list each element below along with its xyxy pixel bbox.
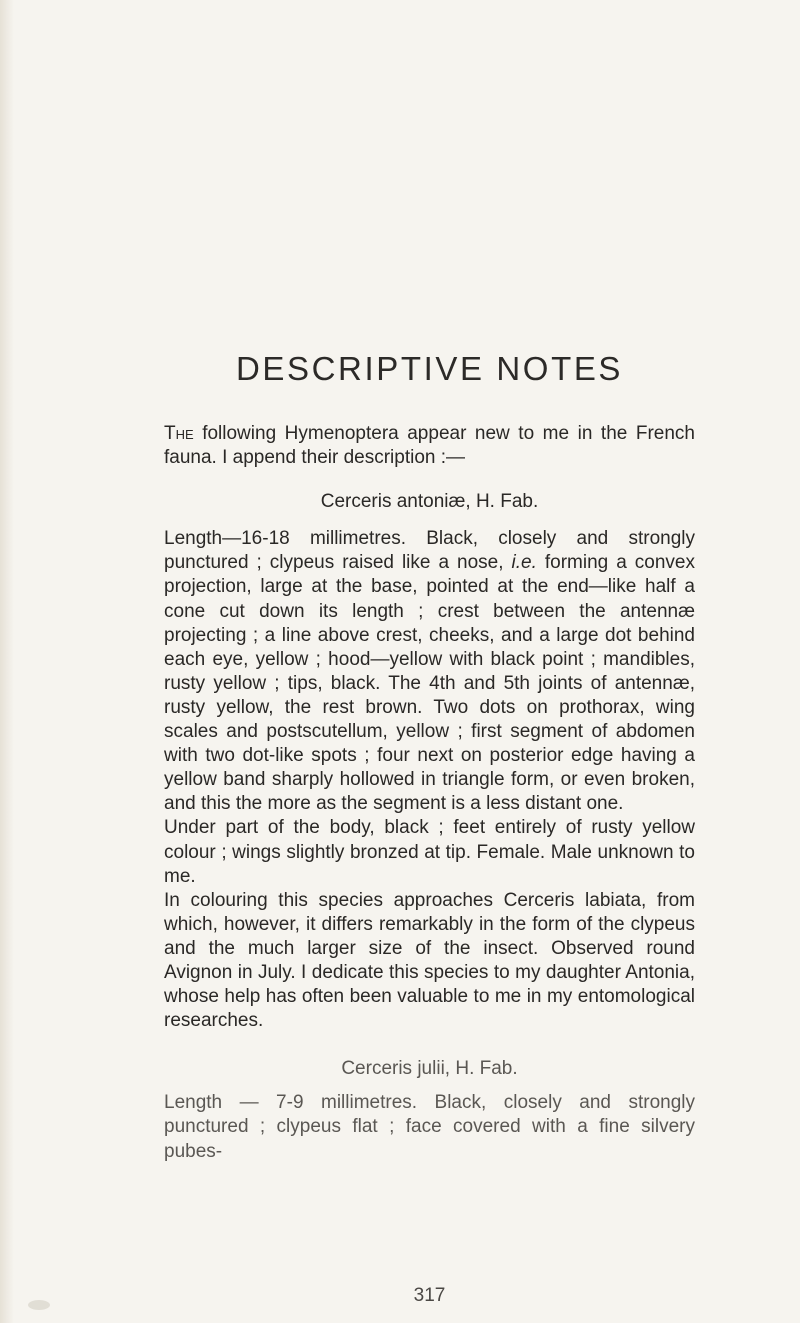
species-1-underpart: Under part of the body, black ; feet entirely of rusty yellow colour ; wings slightly bronzed at tip. Female. Male unknown to me. [164,817,695,887]
species-1-description-post: forming a convex projection, large at the base, pointed at the end—like half a cone cut down its length ; crest between the antennæ projecting ; a line above crest, cheeks, and a large dot behind each eye, yellow ; hood—yellow with black point ; mandibles, rusty yellow ; tips, black. The 4th and 5th joints of antennæ, rusty yellow, the rest brown. Two dots on prothorax, wing scales and postscutellum, yellow ; first segment of abdomen with two dot-like spots ; four next on posterior edge having a yellow band sharply hollowed in triangle form, or even broken, and this the more as the segment is a less distant one. [164,552,695,815]
species-1-remarks: In colouring this species approaches Cerceris labiata, from which, however, it differs remarkably in the form of the clypeus and the much larger size of the insect. Observed round Avignon in July. I dedicate this species to my daughter Antonia, whose help has often been valuable to me in my entomological researches. [164,889,695,1032]
species-1-description-ie: i.e. [511,552,537,574]
intro-lead: The [164,423,194,444]
species-2-name: Cerceris julii, H. Fab. [341,1058,518,1080]
species-1-name: Cerceris antoniæ, H. Fab. [320,491,539,513]
body-text [164,422,695,1164]
intro-paragraph [164,422,695,470]
paper-blemish [28,1300,50,1310]
species-1-description [164,527,695,816]
page-heading: DESCRIPTIVE NOTES [235,350,624,387]
page-edge-shadow [0,0,14,1323]
page-number: 317 [413,1285,446,1306]
species-1-description-pre: Length—16-18 millimetres. Black, closely and strongly punctured ; clypeus raised like a nose, [164,528,695,574]
species-2-description: Length — 7-9 millimetres. Black, closely and strongly punctured ; clypeus flat ; face covered with a fine silvery pubes- [164,1092,695,1162]
intro-rest: following Hymenoptera appear new to me in the French fauna. I append their description :— [164,423,695,469]
